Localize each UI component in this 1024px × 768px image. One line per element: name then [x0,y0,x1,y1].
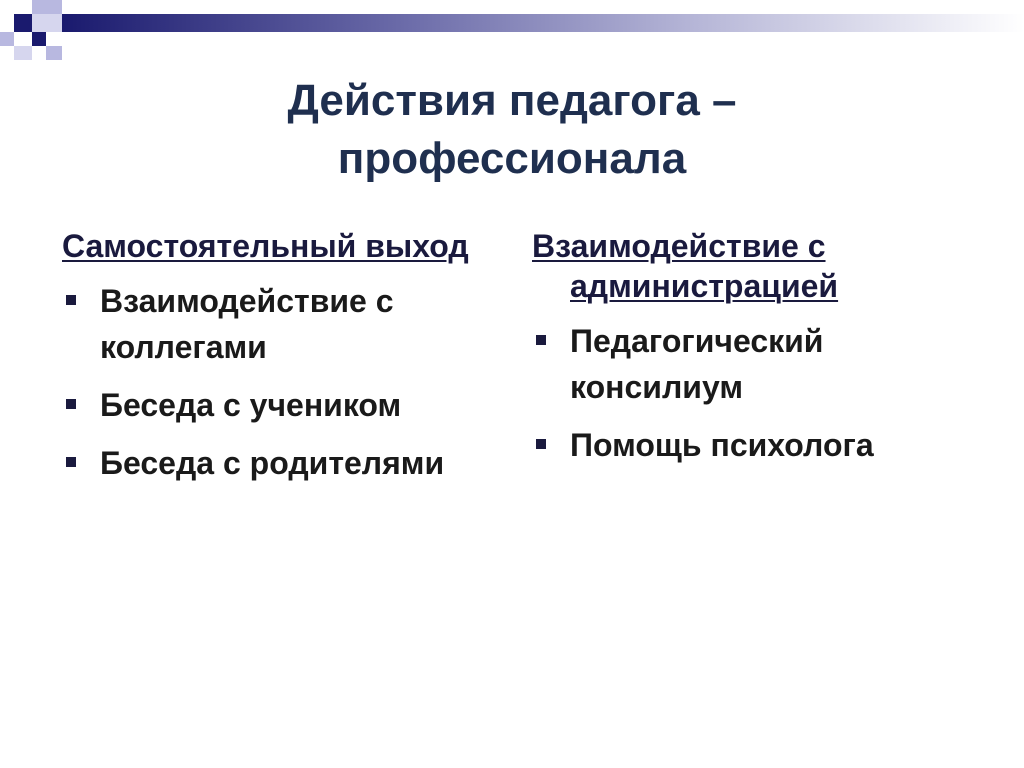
decor-square-icon [14,46,32,60]
left-column-heading [62,226,502,266]
left-column-heading-text: Самостоятельный выход [62,228,469,264]
list-item [62,440,502,486]
left-column [62,226,502,498]
slide-title [0,72,1024,188]
square-bullet-icon [536,335,546,345]
decor-square-icon [32,32,46,46]
decor-square-icon [0,32,14,46]
decor-square-icon [32,0,62,14]
list-item [62,278,502,370]
title-line-2: профессионала [337,134,687,183]
decor-square-icon [14,14,32,32]
header-gradient-bar [62,14,1024,32]
list-item-text: Беседа с учеником [100,387,402,423]
square-bullet-icon [536,439,546,449]
right-column-heading-text: Взаимодействие с администрацией [532,228,839,304]
square-bullet-icon [66,295,76,305]
list-item-text: Помощь психолога [570,427,874,463]
square-bullet-icon [66,399,76,409]
right-column-heading [532,226,972,306]
list-item [532,422,972,468]
decor-square-icon [32,14,62,32]
title-line-1: Действия педагога – [287,76,737,125]
list-item [532,318,972,410]
list-item-text: Педагогический консилиум [570,323,824,405]
decor-square-icon [46,46,62,60]
square-bullet-icon [66,457,76,467]
right-column [532,226,972,480]
list-item-text: Взаимодействие с коллегами [100,283,394,365]
list-item [62,382,502,428]
list-item-text: Беседа с родителями [100,445,445,481]
